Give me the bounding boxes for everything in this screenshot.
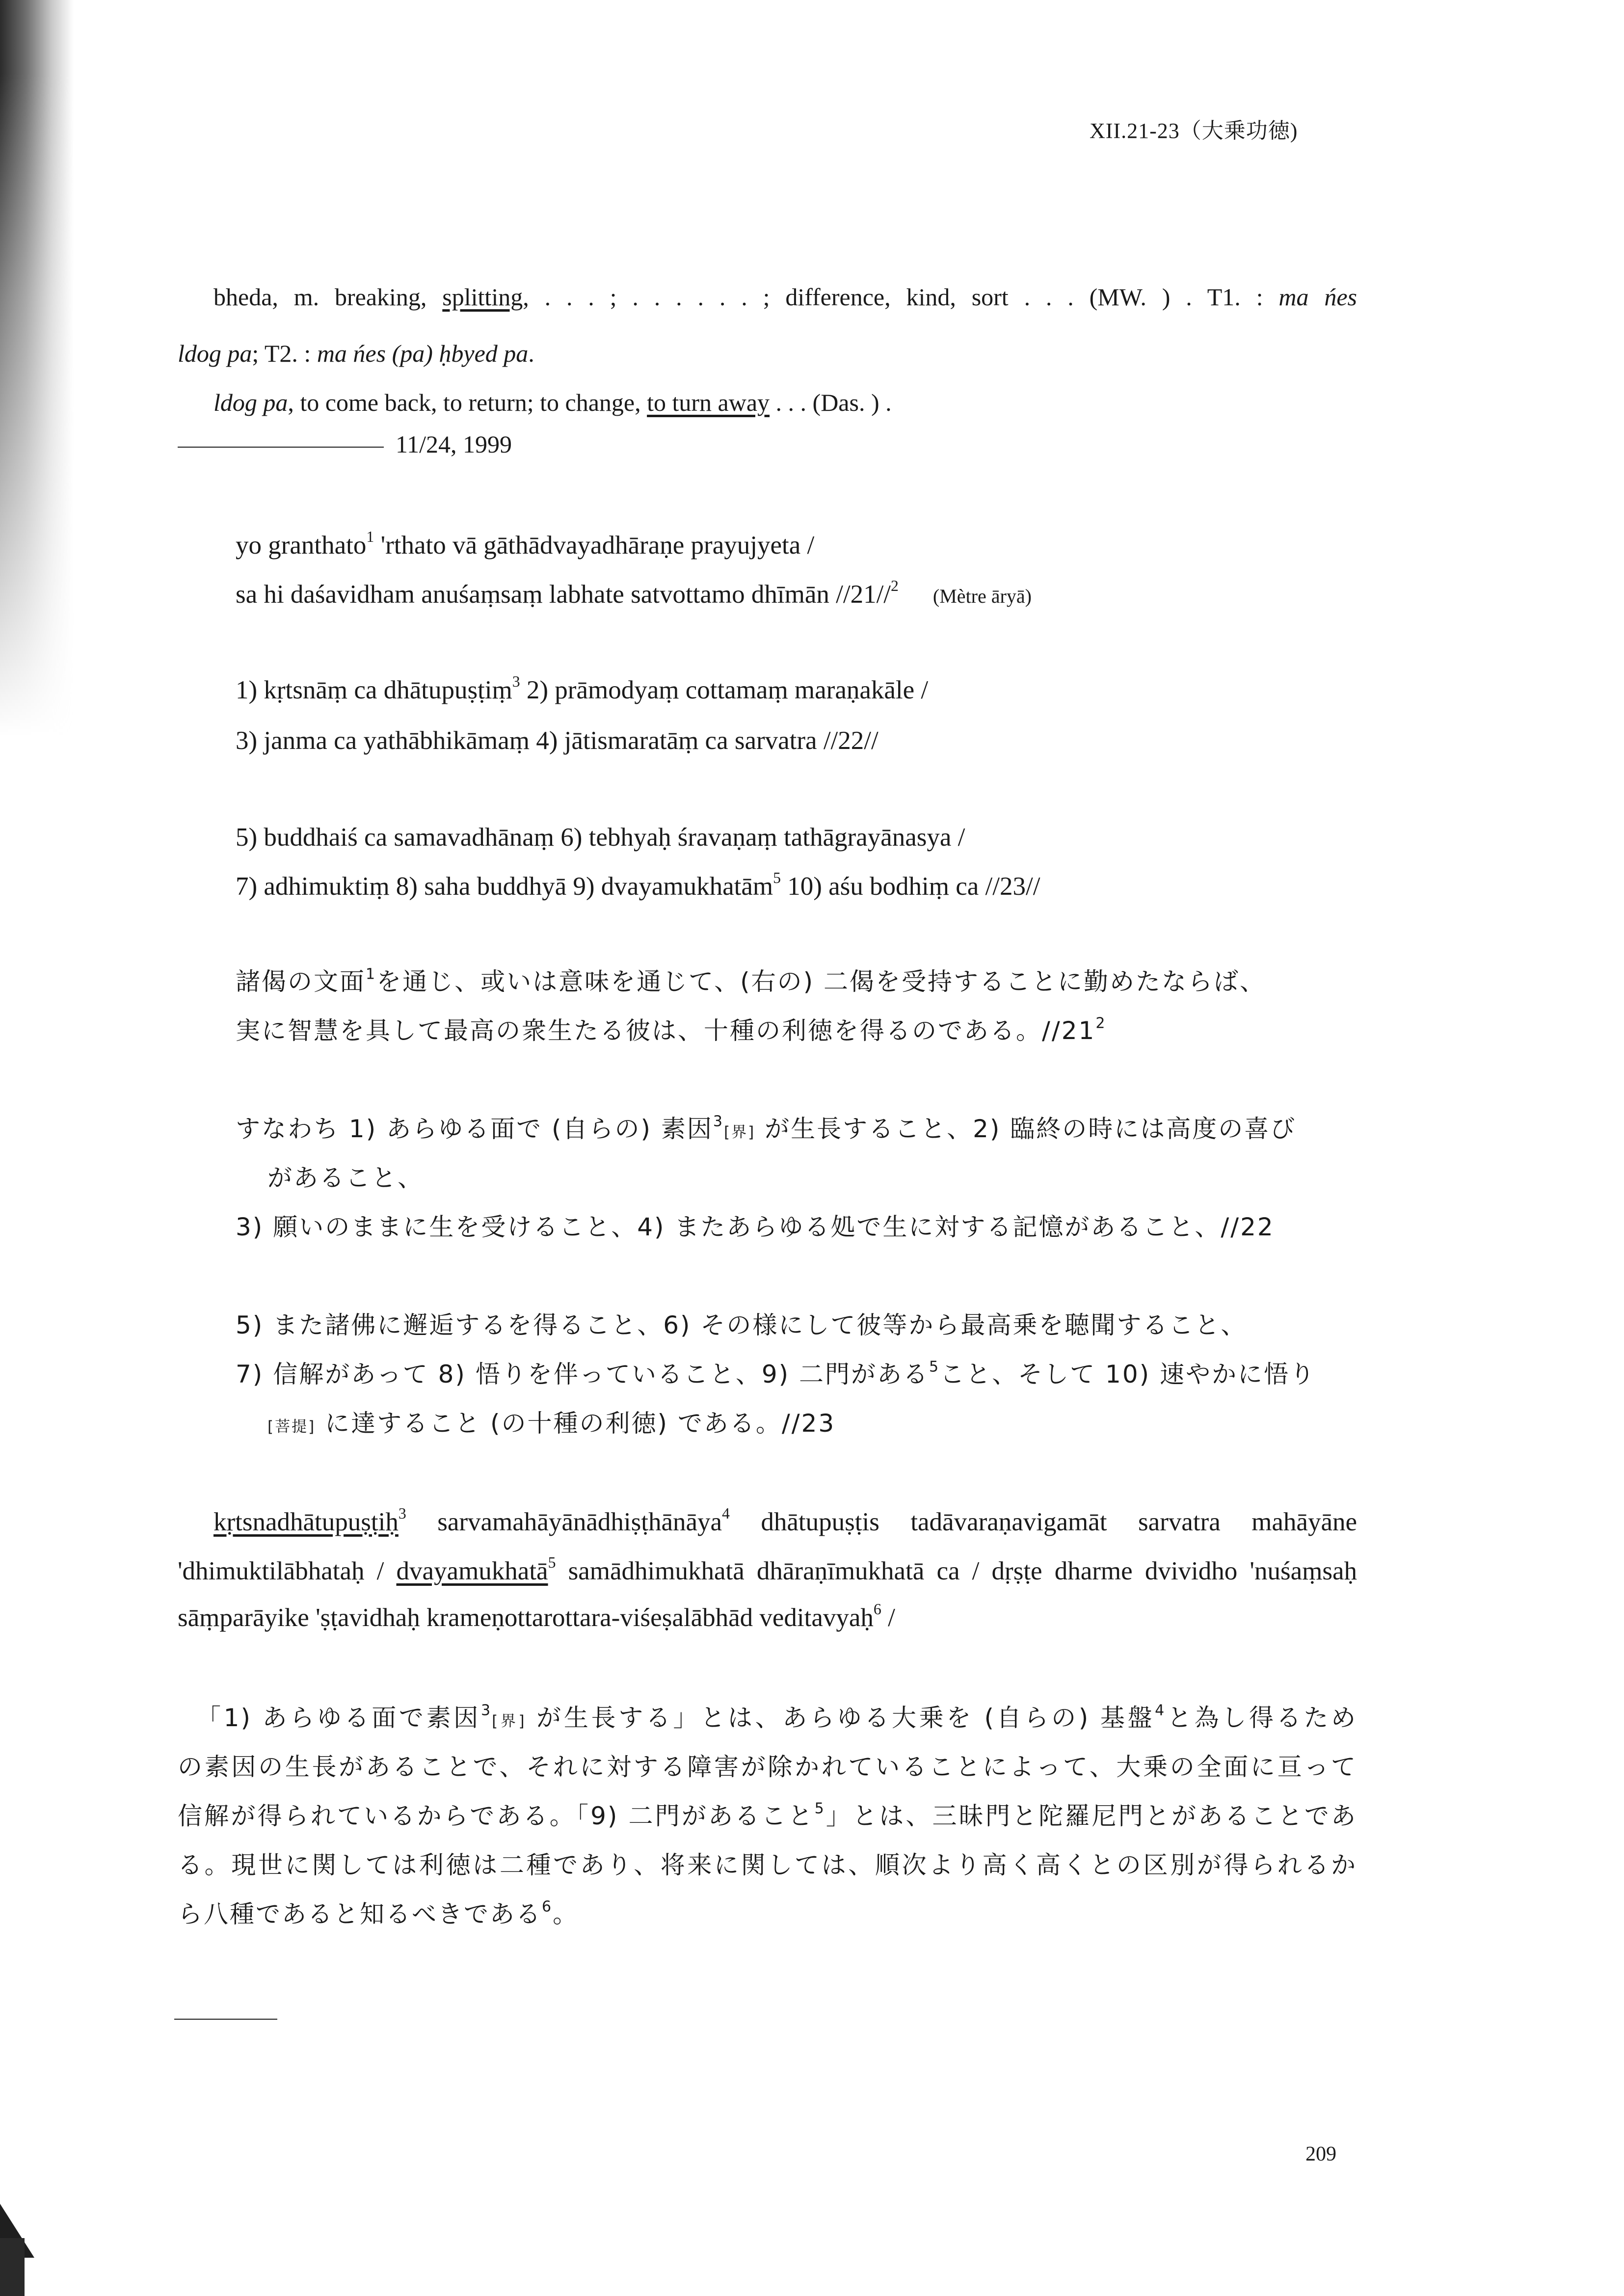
meter-note: (Mètre āryā)	[932, 585, 1032, 607]
translation-23-line-b: 7) 信解があって 8) 悟りを伴っていること、9) 二門がある$^5$こと、そして 10) 速やかに悟り	[236, 1358, 1316, 1388]
commentary-translation-line-1: 「1) あらゆる面で素因$^3$[界] が生長する」とは、あらゆる大乗を (自らの) 基盤$^4$と為し得るため	[196, 1702, 1357, 1732]
page-number: 209	[1305, 2143, 1336, 2165]
verse-21-line-b: sa hi daśavidham anuśaṃsaṃ labhate satvottamo dhīmān //21//$^2$ (Mètre āryā)	[236, 577, 1032, 609]
footnote-rule	[174, 2019, 277, 2020]
commentary-translation-line-3: 信解が得られているからである。「9) 二門があること$^5$」とは、三昧門と陀羅尼門とがあることであ	[178, 1800, 1358, 1830]
translation-23-line-a: 5) また諸佛に邂逅するを得ること、6) その様にして彼等から最高乗を聴聞すること、	[236, 1311, 1247, 1339]
scan-corner-mark-lower	[0, 2238, 25, 2296]
running-header: XII.21-23（大乗功徳)	[1090, 119, 1298, 143]
commentary-line-1: kṛtsnadhātupuṣṭiḥ$^3$ sarvamahāyānādhiṣṭhānāya$^4$ dhātupuṣṭis tadāvaraṇavigamāt sarvatra mahāyāne	[213, 1505, 1357, 1536]
commentary-translation-line-4: る。現世に関しては利徳は二種であり、将来に関しては、順次より高く高くとの区別が得られるか	[178, 1851, 1357, 1879]
note-line-2: ldog pa; T2. : ma ńes (pa) ḥbyed pa.	[178, 340, 534, 367]
commentary-line-2: 'dhimuktilābhataḥ / dvayamukhatā$^5$ samādhimukhatā dhāraṇīmukhatā ca / dṛṣṭe dharme dvividho 'nuśaṃsaḥ	[178, 1554, 1357, 1585]
verse-22-line-b: 3) janma ca yathābhikāmaṃ 4) jātismaratāṃ ca sarvatra //22//	[236, 726, 879, 755]
verse-22-line-a: 1) kṛtsnāṃ ca dhātupuṣṭiṃ$^3$ 2) prāmodyaṃ cottamaṃ maraṇakāle /	[236, 673, 929, 704]
note-line-3: ldog pa, to come back, to return; to change, to turn away . . . (Das. ) .	[213, 389, 892, 416]
dash-rule	[178, 447, 384, 448]
translation-21-line-b: 実に智慧を具して最高の衆生たる彼は、十種の利徳を得るのである。$//21^2$	[236, 1015, 1107, 1045]
commentary-line-3: sāṃparāyike 'ṣṭavidhaḥ krameṇottarottara-viśeṣalābhād veditavyaḥ$^6$ /	[178, 1601, 895, 1632]
translation-22-line-a: すなわち 1) あらゆる面で (自らの) 素因$^3$[界] が生長すること、2) 臨終の時には高度の喜び	[236, 1113, 1297, 1143]
scan-shadow-edge	[0, 0, 74, 736]
note-line-1: bheda, m. breaking, splitting, . . . ; . . . . . . ; difference, kind, sort . . . (MW. ) . T1. : ma ńes	[213, 283, 1357, 311]
note-date-line: 11/24, 1999	[178, 432, 512, 456]
commentary-translation-line-2: の素因の生長があることで、それに対する障害が除かれていることによって、大乗の全面に亘って	[178, 1753, 1357, 1781]
verse-21-line-a: yo granthato$^1$ 'rthato vā gāthādvayadhāraṇe prayujyeta /	[236, 528, 815, 560]
translation-22-line-c: 3) 願いのままに生を受けること、4) またあらゆる処で生に対する記憶があること、//22	[236, 1213, 1275, 1241]
verse-23-line-a: 5) buddhaiś ca samavadhānaṃ 6) tebhyaḥ śravaṇaṃ tathāgrayānasya /	[236, 823, 965, 852]
translation-23-line-c: [菩提] に達すること (の十種の利徳) である。//23	[267, 1409, 836, 1438]
translation-21-line-a: 諸偈の文面$^1$を通じ、或いは意味を通じて、(右の) 二偈を受持することに勤めたならば、	[236, 965, 1266, 996]
verse-23-line-b: 7) adhimuktiṃ 8) saha buddhyā 9) dvayamukhatām$^5$ 10) aśu bodhiṃ ca //23//	[236, 869, 1040, 901]
translation-22-line-b: があること、	[267, 1164, 424, 1192]
commentary-translation-line-5: ら八種であると知るべきである$^6$。	[178, 1898, 579, 1928]
